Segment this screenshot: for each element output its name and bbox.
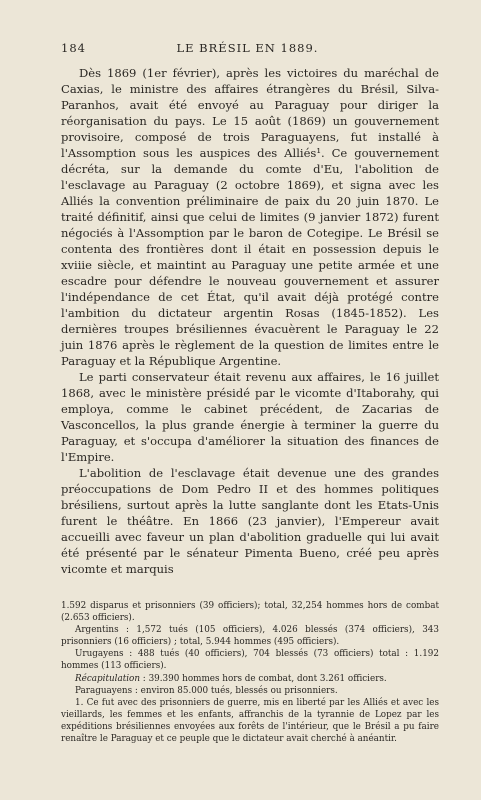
footnote-argentins: Argentins : 1,572 tués (105 officiers), 4.026 blessés (374 officiers), 343 prisonniers (16 officiers) ; total, 5.944 hommes (495 officiers). [61,625,439,648]
footnote-continuation: 1.592 disparus et prisonniers (39 officiers); total, 32,254 hommes hors de combat (2.653 officiers). [61,601,439,624]
footnote-urugayens: Urugayens : 488 tués (40 officiers), 704 blessés (73 officiers) total : 1.192 hommes (113 officiers). [61,649,439,672]
recap-label: Récapitulation [75,673,141,684]
paragraph-1: Dès 1869 (1er février), après les victoires du maréchal de Caxias, le ministre des affaires étrangères du Brésil, Silva-Paranhos, avait été envoyé au Paraguay pour diriger la réorganisation du pays. Le 15 août (1869) un gouvernement provisoire, composé de trois Paraguayens, fut installé à l'Assomption sous les auspices des Alliés¹. Ce gouvernement décréta, sur la demande du comte d'Eu, l'abolition de l'esclavage au Paraguay (2 octobre 1869), et signa avec les Alliés la convention préliminaire de paix du 20 juin 1870. Le traité définitif, ainsi que celui de limites (9 janvier 1872) furent négociés à l'Assomption par le baron de Cotegipe. Le Brésil se contenta des frontières dont il était en possession depuis le xviiie siècle, et maintint au Paraguay une petite armée et une escadre pour défendre le nouveau gouvernement et assurer l'indépendance de cet État, qu'il avait déjà protégé contre l'ambition du dictateur argentin Rosas (1845-1852). Les dernières troupes brésiliennes évacuèrent le Paraguay le 22 juin 1876 après le règlement de la question de limites entre le Paraguay et la République Argentine. [61,66,439,368]
paragraph-3: L'abolition de l'esclavage était devenue une des grandes préoccupations de Dom Pedro II et des hommes politiques brésiliens, surtout après la lutte sanglante dont les Etats-Unis furent le théâtre. En 1866 (23 janvier), l'Empereur avait accueilli avec faveur un plan d'abolition graduelle qui lui avait été présenté par le sénateur Pimenta Bueno, créé peu après vicomte et marquis [61,466,439,576]
paragraph-2: Le parti conservateur était revenu aux affaires, le 16 juillet 1868, avec le ministère présidé par le vicomte d'Itaborahy, qui employa, comme le cabinet précédent, de Zacarias de Vasconcellos, la plus grande énergie à terminer la guerre du Paraguay, et s'occupa d'améliorer la situation des finances de l'Empire. [61,370,439,464]
page-number: 184 [61,41,86,55]
footnote-recapitulation [61,673,439,685]
recap-text: : 39.390 hommes hors de combat, dont 3.261 officiers. [140,673,387,684]
footnote-paraguayens: Paraguayens : environ 85.000 tués, blessés ou prisonniers. [75,685,338,696]
footnotes [61,600,439,745]
footnote-1: 1. Ce fut avec des prisonniers de guerre, mis en liberté par les Alliés et avec les vieillards, les femmes et les enfants, affranchis de la tyrannie de Lopez par les expéditions brésiliennes envoyées aux forêts de l'intérieur, que le Brésil a pu faire renaître le Paraguay et ce peuple que le dictateur avait cherché à anéantir. [61,697,439,745]
page-header [61,41,439,65]
body-text [61,65,439,577]
running-title: LE BRÉSIL EN 1889. [176,41,319,55]
